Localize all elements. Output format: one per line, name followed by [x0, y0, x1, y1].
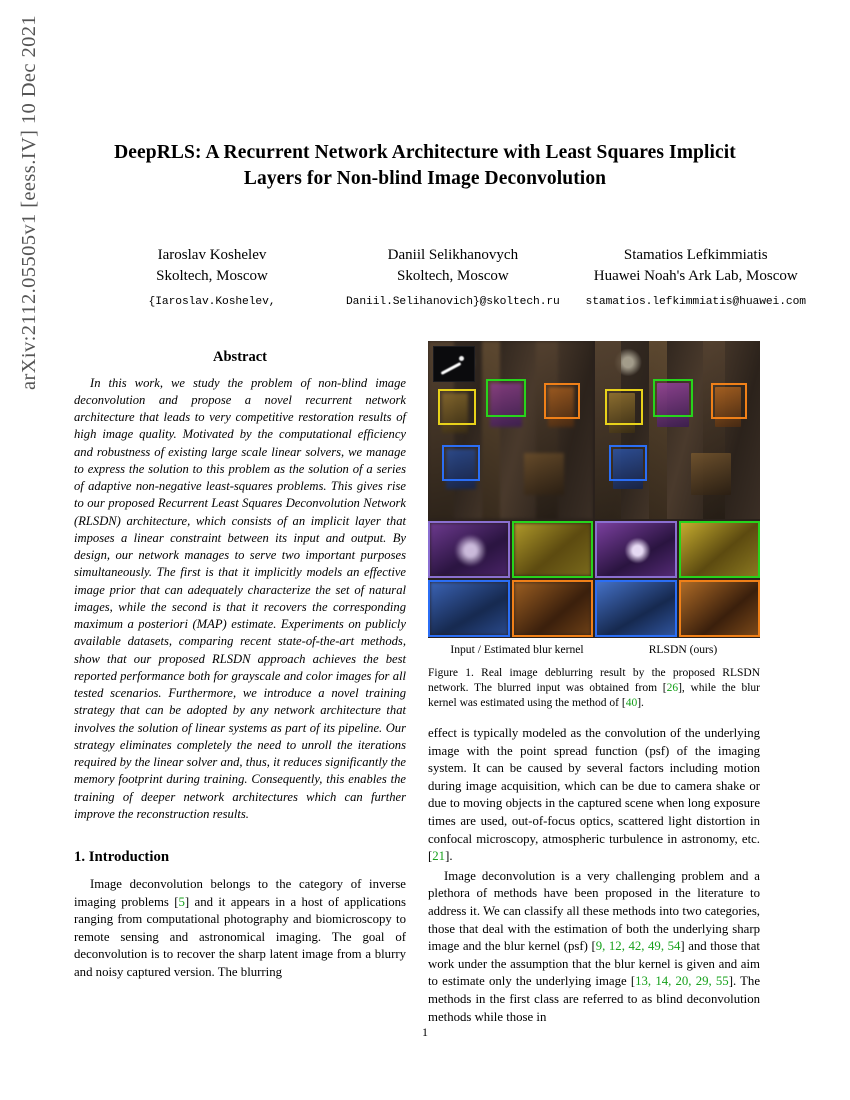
arxiv-stamp: arXiv:2112.05505v1 [eess.IV] 10 Dec 2021 [18, 14, 40, 390]
abstract-heading: Abstract [213, 348, 267, 365]
roi-green [486, 379, 526, 417]
figure-label-right: RLSDN (ours) [648, 642, 718, 656]
author-email: stamatios.lefkimmiatis@huawei.com [585, 296, 806, 309]
author-affiliation: Skoltech, Moscow [156, 268, 268, 285]
title-line-1: DeepRLS: A Recurrent Network Architecture with Least Squares Implicit [114, 142, 736, 163]
right-paragraph-2 [428, 868, 760, 1026]
author-block-3 [560, 245, 832, 311]
author-affiliation: Skoltech, Moscow [397, 268, 509, 285]
introduction-paragraph [74, 876, 406, 982]
figure-output-panel [595, 341, 760, 638]
figure-1 [428, 341, 760, 712]
figure-label-left: Input / Estimated blur kernel [450, 642, 584, 656]
caption-text-b: ], while the blur kernel was estimated using the method of [ [428, 681, 760, 709]
citation-21[interactable]: 21 [432, 849, 446, 864]
roi-blue [609, 445, 647, 481]
crop-purple [595, 521, 677, 578]
author-email: Daniil.Selihanovich}@skoltech.ru [346, 296, 560, 309]
roi-yellow [605, 389, 643, 425]
crop-row-top-left [428, 521, 593, 578]
estimated-blur-kernel [433, 346, 475, 382]
title-line-2: Layers for Non-blind Image Deconvolution [243, 168, 607, 190]
introduction-heading: 1. Introduction [74, 849, 170, 865]
roi-orange [711, 383, 747, 419]
left-column [74, 341, 406, 1029]
author-name: Iaroslav Koshelev [157, 246, 267, 263]
abstract-text: In this work, we study the problem of non-blind image deconvolution and propose a novel recurrent network architecture that leads to very competitive restoration results of high image quality. Motivated by the computational efficiency and robustness of existing large scale linear solvers, we manage to express the solution to this problem as the solution of a series of adaptive non-negative least-squares problems. This gives rise to our proposed Recurrent Least Squares Deconvolution Network (RLSDN) architecture, which consists of an implicit layer that imposes a linear constraint between its input and output. By design, our network manages to serve two important purposes simultaneously. The first is that it implicitly models an effective image prior that can adequately characterize the set of natural images, while the second is that it recovers the corresponding maximum a posteriori (MAP) estimate. Experiments on publicly available datasets, comparing recent state-of-the-art methods, show that our proposed RLSDN approach achieves the best reported performance both for grayscale and color images for all tested scenarios. Furthermore, we introduce a novel training strategy that can be adopted by any network architecture that involves the solution of linear systems as part of its pipeline. Our strategy eliminates completely the need to unroll the iterations required by the linear solver and, thus, it reduces significantly the memory footprint during training. Consequently, this enables the training of deeper network architectures which can further improve the reconstruction results. [74, 375, 406, 821]
author-block-1 [78, 245, 346, 311]
right-text-1a: effect is typically modeled as the convolution of the underlying image with the point spread function (psf) of the imaging system. It can be caused by several factors including motion during image acquisition, which can be due to camera shake or due to moving objects in the captured scene when long exposure times are used, out-of-focus optics, scattered light distortion in confocal microscopy, atmospheric turbulence in astronomy, etc. [ [428, 726, 760, 864]
author-name: Daniil Selikhanovych [387, 246, 519, 263]
crop-row-top-right [595, 521, 760, 578]
intro-text-a: Image deconvolution belongs to the category of inverse imaging problems [ [74, 877, 406, 909]
caption-text-a: Figure 1. Real image deblurring result by the proposed RLSDN network. The blurred input was obtained from [ [428, 666, 760, 694]
right-text-2c: ]. The methods in the first class are referred to as blind deconvolution methods while those in [428, 974, 761, 1024]
crop-blue [595, 580, 677, 637]
author-email: {Iaroslav.Koshelev, [148, 296, 276, 309]
crop-green [679, 521, 761, 578]
crop-blue [428, 580, 510, 637]
crop-row-bottom-left [428, 580, 593, 637]
crop-row-bottom-right [595, 580, 760, 637]
roi-blue [442, 445, 480, 481]
author-list [70, 245, 806, 311]
intro-text-b: ] and it appears in a host of applications ranging from computational photography and biomicroscopy to remote sensing and astronomical imaging. The goal of deconvolution is to recover the sharp latent image from a blurry and noisy captured version. The blurring [74, 894, 407, 979]
paper-content [70, 0, 806, 1100]
crop-green [512, 521, 594, 578]
right-column [428, 341, 760, 1029]
right-paragraph-1 [428, 725, 760, 866]
figure-input-panel [428, 341, 593, 638]
right-text-1b: ]. [445, 849, 453, 864]
figure-sublabels [428, 643, 760, 656]
page-title [70, 0, 780, 193]
two-column-body [70, 341, 780, 1029]
crop-orange [679, 580, 761, 637]
citation-5[interactable]: 5 [178, 894, 185, 909]
citation-group-2[interactable]: 13, 14, 20, 29, 55 [635, 974, 729, 989]
roi-orange [544, 383, 580, 419]
author-name: Stamatios Lefkimmiatis [623, 246, 768, 263]
figure-1-image [428, 341, 760, 638]
author-affiliation: Huawei Noah's Ark Lab, Moscow [593, 268, 798, 285]
roi-yellow [438, 389, 476, 425]
citation-40[interactable]: 40 [625, 696, 638, 709]
author-block-2 [346, 245, 560, 311]
roi-green [653, 379, 693, 417]
page-number: 1 [422, 1025, 428, 1039]
citation-26[interactable]: 26 [666, 681, 679, 694]
right-text-2a: Image deconvolution is a very challenging problem and a plethora of methods have been proposed in the literature to address it. We can classify all these methods into two categories, those that deal with the estimation of both the underlying sharp image and the blur kernel (psf) [ [428, 868, 760, 954]
crop-purple [428, 521, 510, 578]
caption-text-c: ]. [637, 696, 644, 709]
scene-restored [595, 341, 760, 519]
citation-group-1[interactable]: 9, 12, 42, 49, 54 [595, 939, 681, 954]
right-text-2b: ] and those that work under the assumption that the blur kernel is given and aim to estimate only the underlying image [ [428, 939, 760, 989]
figure-caption [428, 666, 760, 712]
crop-orange [512, 580, 594, 637]
